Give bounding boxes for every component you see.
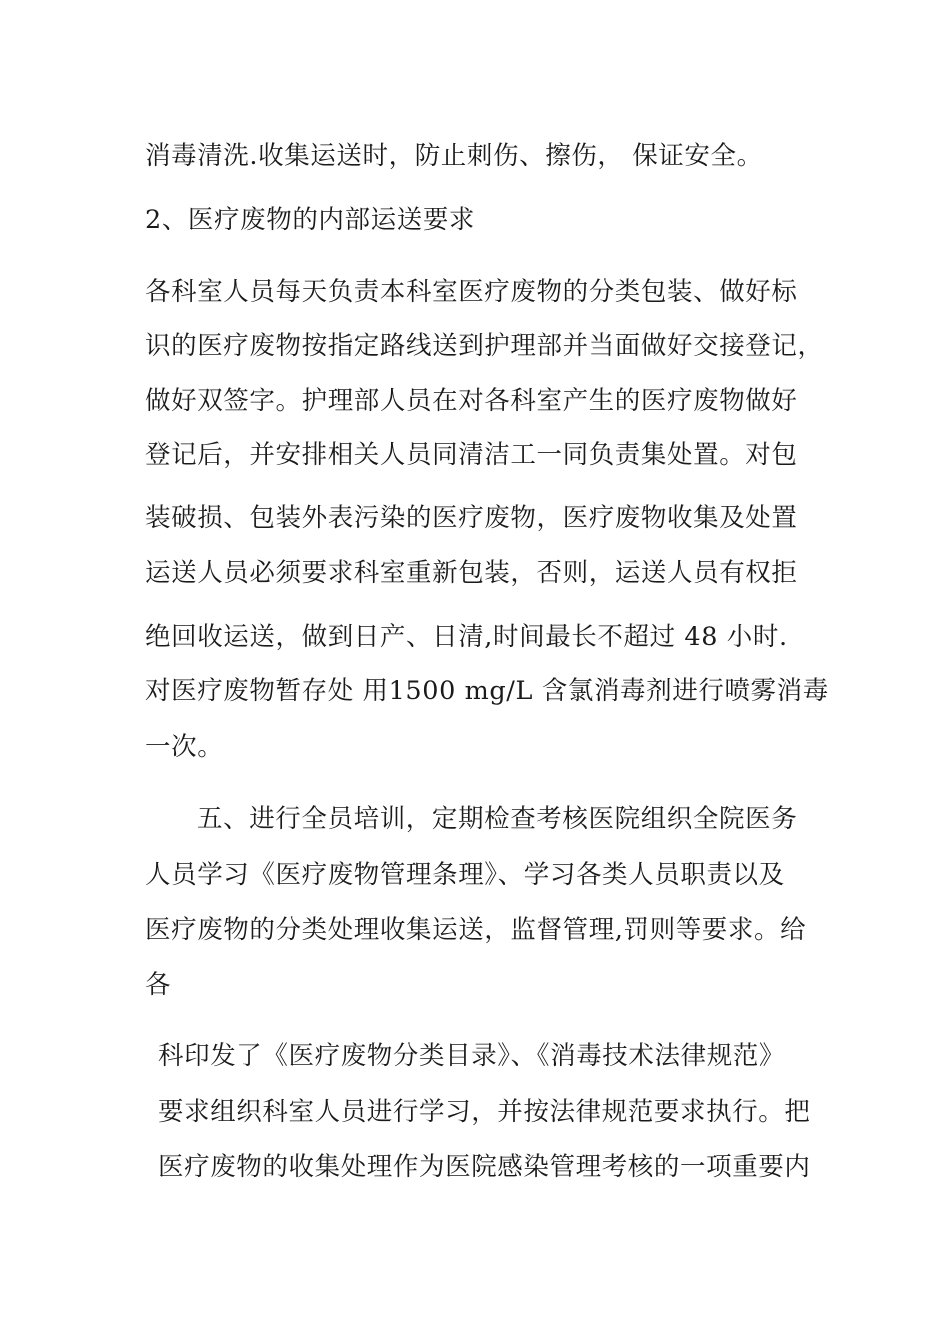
text-line-4: 识的医疗废物按指定路线送到护理部并当面做好交接登记， <box>145 331 824 361</box>
section-heading: 2、医疗废物的内部运送要求 <box>145 205 476 235</box>
text-line-8: 运送人员必须要求科室重新包装，否则，运送人员有权拒 <box>145 558 798 588</box>
paragraph-heading-five: 五、进行全员培训，定期检查考核医院组织全院医务 <box>197 804 798 834</box>
text-line-5: 做好双签字。护理部人员在对各科室产生的医疗废物做好 <box>145 386 798 416</box>
text-line-6: 登记后，并安排相关人员同清洁工一同负责集处置。对包 <box>145 440 798 470</box>
text-line-13: 人员学习《医疗废物管理条理》、学习各类人员职责以及 <box>145 860 785 890</box>
text-line-10: 对医疗废物暂存处 用1500 mg/L 含氯消毒剂进行喷雾消毒 <box>145 676 829 706</box>
text-line-9: 绝回收运送，做到日产、日清,时间最长不超过 48 小时. <box>145 622 788 652</box>
text-line-15: 各 <box>145 970 172 1000</box>
text-line-7: 装破损、包装外表污染的医疗废物，医疗废物收集及处置 <box>145 503 798 533</box>
text-line-18: 医疗废物的收集处理作为医院感染管理考核的一项重要内 <box>158 1152 811 1182</box>
text-line-17: 要求组织科室人员进行学习，并按法律规范要求执行。把 <box>158 1097 811 1127</box>
text-line-11: 一次。 <box>145 732 224 762</box>
text-line-16: 科印发了《医疗废物分类目录》、《消毒技术法律规范》 <box>158 1041 786 1071</box>
text-line-3: 各科室人员每天负责本科室医疗废物的分类包装、做好标 <box>145 277 798 307</box>
text-line-14: 医疗废物的分类处理收集运送，监督管理,罚则等要求。给 <box>145 915 807 945</box>
text-line-1: 消毒清洗.收集运送时，防止刺伤、擦伤， 保证安全。 <box>145 141 763 171</box>
